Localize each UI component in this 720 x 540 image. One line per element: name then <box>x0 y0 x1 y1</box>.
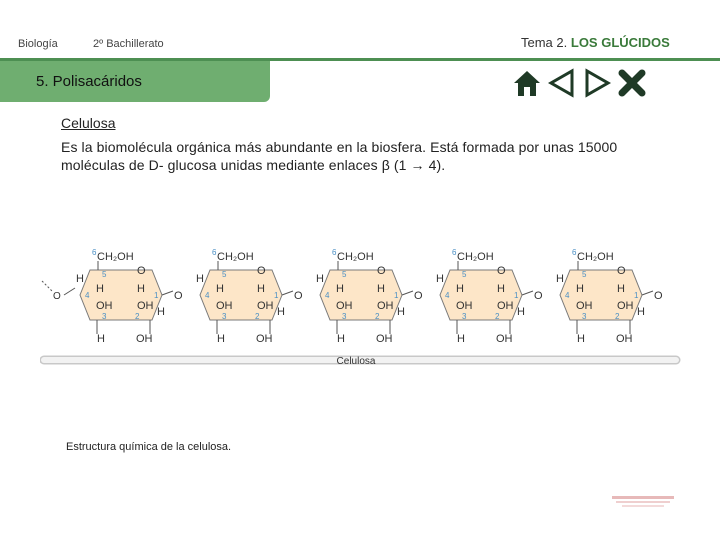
carbon-4-label: 4 <box>565 291 570 300</box>
glucose-ring <box>200 270 282 320</box>
bridge-oxygen-label: O <box>414 290 423 302</box>
carbon-4-label: 4 <box>325 291 330 300</box>
header-subject: Biología <box>18 38 58 50</box>
carbon-2-label: 2 <box>255 312 260 321</box>
hydrogen-label: H <box>257 283 265 295</box>
carbon-3-label: 3 <box>582 312 587 321</box>
hydroxyl-label: OH <box>256 333 273 345</box>
hydrogen-label: H <box>336 283 344 295</box>
carbon-6-label: 6 <box>212 248 217 257</box>
hydrogen-label: H <box>517 306 525 318</box>
hydroxyl-label: OH <box>497 300 514 312</box>
carbon-2-label: 2 <box>495 312 500 321</box>
hydrogen-label: H <box>456 283 464 295</box>
bond-line <box>162 291 173 295</box>
topic-name: LOS GLÚCIDOS <box>570 35 670 50</box>
carbon-4-label: 4 <box>85 291 90 300</box>
cellulose-structure-figure <box>40 244 682 371</box>
carbon-1-label: 1 <box>274 291 279 300</box>
hydroxyl-label: OH <box>376 333 393 345</box>
next-icon[interactable] <box>582 68 612 98</box>
home-icon[interactable] <box>512 68 542 98</box>
carbon-6-label: 6 <box>332 248 337 257</box>
hydrogen-label: H <box>497 283 505 295</box>
hydrogen-label: H <box>217 333 225 345</box>
previous-icon[interactable] <box>547 68 577 98</box>
carbon-6-label: 6 <box>452 248 457 257</box>
publisher-logo <box>612 494 674 508</box>
bond-line <box>42 281 52 291</box>
carbon-5-label: 5 <box>102 270 107 279</box>
glucose-unit-3 <box>316 248 423 345</box>
hydroxyl-label: OH <box>456 300 473 312</box>
glucose-unit-2 <box>196 248 303 345</box>
hydroxyl-label: OH <box>257 300 274 312</box>
bridge-oxygen-label: O <box>534 290 543 302</box>
hydrogen-label: H <box>457 333 465 345</box>
hydrogen-label: H <box>137 283 145 295</box>
hydroxyl-label: OH <box>137 300 154 312</box>
carbon-6-label: 6 <box>92 248 97 257</box>
hydroxyl-label: OH <box>96 300 113 312</box>
hydrogen-label: H <box>316 273 324 285</box>
carbon-3-label: 3 <box>342 312 347 321</box>
cellulose-band-label: Celulosa <box>336 356 376 367</box>
hydrogen-label: H <box>96 283 104 295</box>
hydrogen-label: H <box>556 273 564 285</box>
bond-line <box>522 291 533 295</box>
hydroxyl-label: OH <box>576 300 593 312</box>
figure-caption: Estructura química de la celulosa. <box>66 441 232 453</box>
ch2oh-label: CH₂OH <box>577 251 614 263</box>
bond-line <box>64 288 75 295</box>
hydrogen-label: H <box>397 306 405 318</box>
ring-oxygen-label: O <box>377 265 386 277</box>
close-icon[interactable] <box>617 68 647 98</box>
content-title: Celulosa <box>61 115 116 131</box>
section-tab-label: 5. Polisacáridos <box>36 73 142 90</box>
carbon-2-label: 2 <box>375 312 380 321</box>
section-tab <box>0 61 270 102</box>
bridge-oxygen-label: O <box>174 290 183 302</box>
hydroxyl-label: OH <box>616 333 633 345</box>
chain-start <box>42 281 75 302</box>
ring-oxygen-label: O <box>497 265 506 277</box>
header-topic <box>521 35 670 50</box>
hydroxyl-label: OH <box>377 300 394 312</box>
cellulose-band <box>44 356 676 367</box>
carbon-4-label: 4 <box>445 291 450 300</box>
topic-prefix: Tema 2. <box>521 35 568 50</box>
hydrogen-label: H <box>436 273 444 285</box>
header-course: 2º Bachillerato <box>93 38 164 50</box>
glucose-unit-1 <box>76 248 183 345</box>
hydrogen-label: H <box>157 306 165 318</box>
carbon-1-label: 1 <box>154 291 159 300</box>
hydrogen-label: H <box>577 333 585 345</box>
hydrogen-label: H <box>196 273 204 285</box>
bond-line <box>402 291 413 295</box>
ring-oxygen-label: O <box>137 265 146 277</box>
carbon-5-label: 5 <box>462 270 467 279</box>
hydrogen-label: H <box>337 333 345 345</box>
carbon-1-label: 1 <box>514 291 519 300</box>
carbon-5-label: 5 <box>582 270 587 279</box>
bond-line <box>642 291 653 295</box>
ring-oxygen-label: O <box>617 265 626 277</box>
navigation-bar <box>512 68 647 98</box>
ch2oh-label: CH₂OH <box>337 251 374 263</box>
carbon-1-label: 1 <box>634 291 639 300</box>
hydrogen-label: H <box>216 283 224 295</box>
hydrogen-label: H <box>617 283 625 295</box>
carbon-3-label: 3 <box>222 312 227 321</box>
glucose-ring <box>440 270 522 320</box>
carbon-5-label: 5 <box>222 270 227 279</box>
hydrogen-label: H <box>576 283 584 295</box>
hydrogen-label: H <box>76 273 84 285</box>
hydroxyl-label: OH <box>216 300 233 312</box>
glucose-ring <box>80 270 162 320</box>
bridge-oxygen-label: O <box>654 290 663 302</box>
carbon-5-label: 5 <box>342 270 347 279</box>
ring-oxygen-label: O <box>257 265 266 277</box>
hydrogen-label: H <box>277 306 285 318</box>
carbon-1-label: 1 <box>394 291 399 300</box>
bond-line <box>282 291 293 295</box>
ch2oh-label: CH₂OH <box>217 251 254 263</box>
hydrogen-label: H <box>377 283 385 295</box>
ch2oh-label: CH₂OH <box>457 251 494 263</box>
carbon-6-label: 6 <box>572 248 577 257</box>
bridge-oxygen-label: O <box>294 290 303 302</box>
carbon-2-label: 2 <box>615 312 620 321</box>
hydroxyl-label: OH <box>496 333 513 345</box>
hydroxyl-label: OH <box>617 300 634 312</box>
content-paragraph: Es la biomolécula orgánica más abundante en la biosfera. Está formada por unas 15000 moléculas de D- glucosa unidas mediante enlaces β (1 → 4). <box>61 139 618 173</box>
glucose-unit-4 <box>436 248 543 345</box>
glucose-ring <box>320 270 402 320</box>
carbon-3-label: 3 <box>462 312 467 321</box>
carbon-4-label: 4 <box>205 291 210 300</box>
glucose-ring <box>560 270 642 320</box>
hydroxyl-label: OH <box>136 333 153 345</box>
hydrogen-label: H <box>97 333 105 345</box>
bridge-oxygen-label: O <box>53 291 61 302</box>
ch2oh-label: CH₂OH <box>97 251 134 263</box>
hydroxyl-label: OH <box>336 300 353 312</box>
carbon-2-label: 2 <box>135 312 140 321</box>
carbon-3-label: 3 <box>102 312 107 321</box>
hydrogen-label: H <box>637 306 645 318</box>
glucose-unit-5 <box>556 248 663 345</box>
